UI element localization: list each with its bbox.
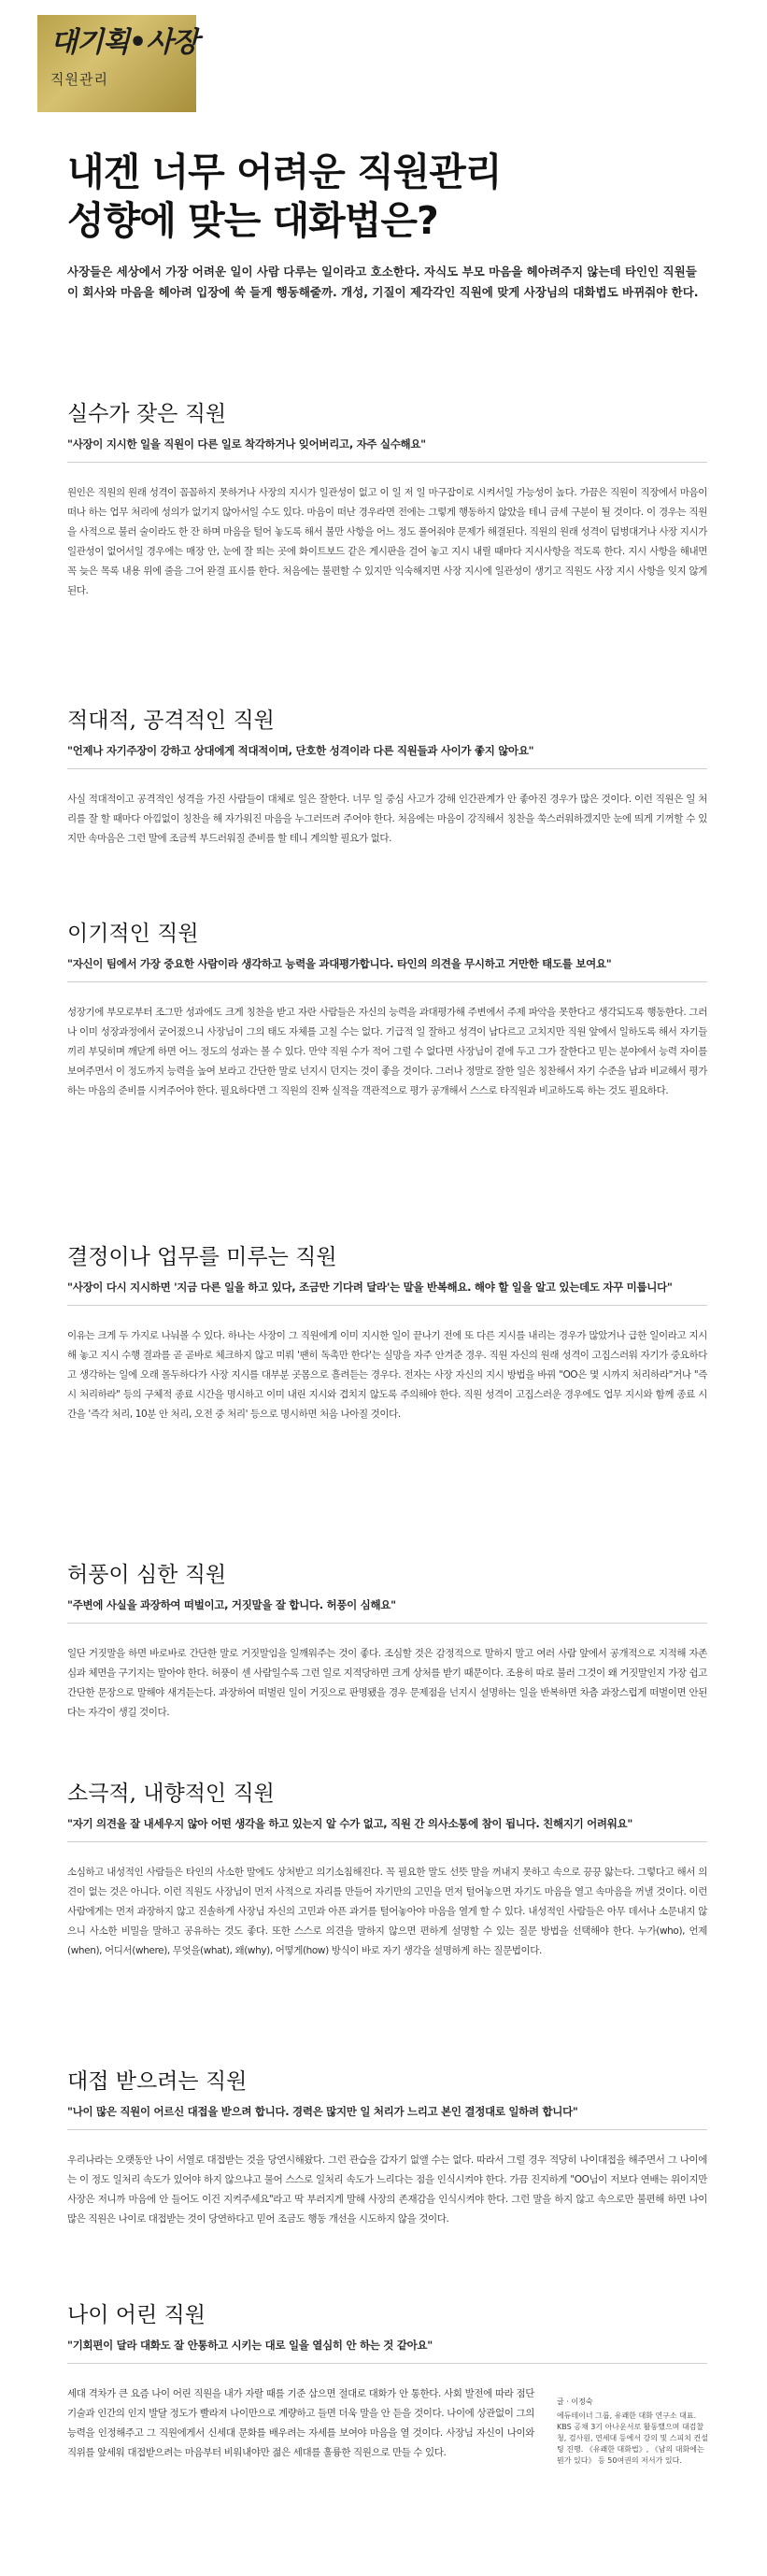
section-body: 일단 거짓말을 하면 바로바로 간단한 말로 거짓말임을 일깨워주는 것이 좋다. 조심할 것은 감정적으로 말하지 말고 여러 사람 앞에서 공개적으로 지적해 자존심과 체면을 구기지는 말아야 한다. 허풍이 센 사람일수록 그런 일로 지적당하면 크게 상처를 받기 때문이다. 조용히 따로 불러 그것이 왜 거짓말인지 가장 쉽고 간단한 문장으로 말해야 새겨듣는다. 과장하여 떠벌린 일이 거짓으로 판명됐을 경우 문제점을 넌지시 설명하는 일을 반복하면 차츰 과장스럽게 떠벌이면 안된다는 자각이 생길 것이다. [67, 1648, 707, 1718]
section-quote: "언제나 자기주장이 강하고 상대에게 적대적이며, 단호한 성격이라 다른 직원들과 사이가 좋지 않아요" [67, 742, 707, 769]
section-body: 세대 격차가 큰 요즘 나이 어린 직원을 내가 자랄 때를 기준 삼으면 절대로 대화가 안 통한다. 사회 발전에 따라 점단 기술과 인간의 인지 발달 정도가 빨라져 나이만으로 계량하고 들면 더욱 말을 안 듣을 것이다. 나이에 상관없이 그의 능력을 인정해주고 그 직원에게서 신세대 문화를 배우려는 자세를 보여야 마음을 열 것이다. 사장님 자신이 나이와 직위를 앞세워 대접받으려는 마음부터 비워내야만 젊은 세대를 훌륭한 직원으로 만들 수 있다. [67, 2388, 534, 2458]
article-title [67, 148, 721, 245]
section-introverted-employee [67, 1780, 707, 1961]
section-senior-employee [67, 2068, 707, 2229]
section-quote: "사장이 다시 지시하면 '지금 다른 일을 하고 있다, 조금만 기다려 달라'는 말을 반복해요. 해야 할 일을 알고 있는데도 자꾸 미룹니다" [67, 1279, 707, 1306]
section-body: 원인은 직원의 원래 성격이 꼼꼼하지 못하거나 사장의 지시가 일관성이 없고 이 일 저 일 마구잡이로 시켜서일 가능성이 높다. 가끔은 직원이 직장에서 마음이 떠나 하는 업무 처리에 성의가 없기지 않아서일 수도 있다. 마음이 떠난 경우라면 전에는 그렇게 행동하지 않았을 테니 금세 구분이 될 것이다. 이 경우는 직원을 사적으로 불러 술이라도 한 잔 하며 마음을 털어 놓도록 해서 불만 사항을 어느 정도 풀어줘야 문제가 해결된다. 직원의 원래 성격이 덤벙대거나 사장 지시가 일관성이 없어서일 경우에는 매장 안, 눈에 잘 띄는 곳에 화이트보드 같은 게시판을 걸어 놓고 지시 내릴 때마다 지시사항을 적도록 한다. 지시 사항을 해내면 꼭 늦은 목록 내용 위에 줄을 그어 완결 표시를 한다. 처음에는 불편할 수 있지만 익숙해지면 사장 지시에 일관성이 생기고 직원도 사장 지시 사항을 잊지 않게 된다. [67, 487, 707, 596]
section-selfish-employee [67, 920, 707, 1101]
article-title-line: 내겐 너무 어려운 직원관리 [67, 150, 502, 194]
author-name: 글 · 이정숙 [557, 2397, 593, 2406]
section-title: 허풍이 심한 직원 [67, 1563, 227, 1587]
section-title: 소극적, 내향적인 직원 [67, 1782, 275, 1806]
section-quote: "자기 의견을 잘 내세우지 않아 어떤 생각을 하고 있는지 알 수가 없고, 직원 간 의사소통에 참이 됩니다. 친해지기 어려워요" [67, 1815, 707, 1842]
section-title: 적대적, 공격적인 직원 [67, 708, 275, 733]
section-badge [37, 15, 199, 112]
author-credit [557, 2397, 711, 2467]
author-bio: 에듀테이너 그룹, 유쾌한 대화 연구소 대표. KBS 공채 3기 아나운서로 활동했으며 대검찰청, 검사원, 연세대 등에서 강의 및 스피치 컨설팅 진행. 《유쾌한 대화법》, 《남의 대화에는 뭔가 있다》 등 50여권의 저서가 있다. [557, 2411, 708, 2465]
section-careless-employee [67, 400, 707, 601]
section-quote: "나이 많은 직원이 어르신 대접을 받으려 합니다. 경력은 많지만 일 처리가 느리고 본인 결정대로 일하려 합니다" [67, 2103, 707, 2130]
section-body: 이유는 크게 두 가지로 나눠볼 수 있다. 하나는 사장이 그 직원에게 이미 지시한 일이 끝나기 전에 또 다른 지시를 내리는 경우가 많았거나 급한 일이라고 지시해 놓고 지시 수행 결과를 곧 곧바로 체크하지 않고 미뤄 '팬히 독촉만 한다'는 실망을 자주 안겨준 경우. 직원 자신의 원래 성격이 고집스러워 자기가 중요하다고 생각하는 일에 오래 몰두하다가 사장 지시를 대부분 곳몸으로 흘려듣는 경우다. 전자는 사장 자신의 지시 방법을 바꿔 "OO은 몇 시까지 처리하라"거나 "즉시 처리하라" 등의 구체적 종료 시간을 명시하고 이미 내린 지시와 겹치지 않도록 주의해야 한다. 직원 성격이 고집스러운 경우에도 업무 지시와 함께 종료 시간을 '즉각 처리, 10분 안 처리, 오전 중 처리' 등으로 명시하면 처음 나아질 것이다. [67, 1330, 707, 1420]
badge-subtitle: 직원관리 [50, 71, 108, 88]
section-hostile-employee [67, 707, 707, 849]
badge-title: 대기획•사장 [50, 26, 199, 59]
section-title: 결정이나 업무를 미루는 직원 [67, 1245, 337, 1269]
article-title-line: 성향에 맞는 대화법은? [67, 198, 438, 243]
section-title: 대접 받으려는 직원 [67, 2069, 248, 2094]
section-boastful-employee [67, 1561, 707, 1723]
section-title: 이기적인 직원 [67, 922, 199, 946]
section-quote: "주변에 사실을 과장하여 떠벌이고, 거짓말을 잘 합니다. 허풍이 심해요" [67, 1596, 707, 1624]
section-quote: "기회편이 달라 대화도 잘 안통하고 시키는 대로 일을 열심히 안 하는 것 같아요" [67, 2337, 707, 2364]
section-body: 우리나라는 오랫동안 나이 서열로 대접받는 것을 당연시해왔다. 그런 관습을 갑자기 없앨 수는 없다. 따라서 그럴 경우 적당히 나이대접을 해주면서 그 나이에는 이 정도 일처리 속도가 있어야 하지 않으냐고 물어 스스로 일처리 속도가 느리다는 점을 인식시켜야 한다. 가끔 진지하게 "OO님이 저보다 연배는 위이지만 사장은 저니까 마음에 안 들어도 이건 지켜주세요"라고 딱 부러지게 말해 사장의 존재감을 인식시켜야 한다. 그런 말을 하지 않고 속으로만 불편해 하면 나이 많은 직원은 나이로 대접받는 것이 당연하다고 믿어 조금도 행동 개선을 시도하지 않을 것이다. [67, 2154, 707, 2225]
section-body: 사실 적대적이고 공격적인 성격을 가진 사람들이 대체로 일은 잘한다. 너무 일 중심 사고가 강해 인간관계가 안 좋아진 경우가 많은 것이다. 이런 직원은 일 처리를 잘 할 때마다 아낌없이 칭찬을 해 자가워진 마음을 누그러뜨려 주어야 한다. 처음에는 마음이 강직해서 칭찬을 쑥스러워하겠지만 눈에 띄게 기꺼할 수 있지만 속마음은 그런 말에 조금씩 부드러워질 준비를 할 테니 계의할 필요가 없다. [67, 794, 707, 844]
section-quote: "사장이 지시한 일을 직원이 다른 일로 착각하거나 잊어버리고, 자주 실수해요" [67, 436, 707, 463]
section-title: 나이 어린 직원 [67, 2303, 206, 2327]
section-title: 실수가 잦은 직원 [67, 402, 227, 426]
section-quote: "자신이 팀에서 가장 중요한 사람이라 생각하고 능력을 과대평가합니다. 타인의 의견을 무시하고 거만한 태도를 보여요" [67, 955, 707, 982]
section-procrastinating-employee [67, 1243, 707, 1424]
article-lead: 사장들은 세상에서 가장 어려운 일이 사람 다루는 일이라고 호소한다. 자식도 부모 마음을 헤아려주지 않는데 타인인 직원들이 회사와 마음을 헤아려 입장에 쑥 들게 행동해줄까. 개성, 기질이 제각각인 직원에 맞게 사장님의 대화법도 바뀌줘야 한다. [67, 265, 699, 299]
section-body: 소심하고 내성적인 사람들은 타인의 사소한 말에도 상처받고 의기소침해진다. 꼭 필요한 말도 선뜻 말을 꺼내지 못하고 속으로 끙끙 앓는다. 그렇다고 해서 의견이 없는 것은 아니다. 이런 직원도 사장님이 먼저 사적으로 자리를 만들어 자기만의 고민을 먼저 털어놓으면 자기도 마음을 열고 속마음을 꺼낼 것이다. 이런 사람에게는 먼저 과장하지 않고 진솔하게 사장님 자신의 고민과 아픈 과거를 털어놓아야 마음을 열게 할 수 있다. 내성적인 사람들은 아무 데서나 소문내지 않으니 사소한 비밀을 말하고 공유하는 것도 좋다. 또한 스스로 의견을 말하지 않으면 편하게 설명할 수 있는 질문 방법을 선택해야 한다. 누가(who), 언제(when), 어디서(where), 무엇을(what), 왜(why), 어떻게(how) 방식이 바로 자기 생각을 설명하게 하는 질문법이다. [67, 1867, 707, 1956]
section-body: 성장기에 부모로부터 조그만 성과에도 크게 칭찬을 받고 자란 사람들은 자신의 능력을 과대평가해 주변에서 주제 파악을 못한다고 생각되도록 행동한다. 그러나 이미 성장과정에서 굳어졌으니 사장님이 그의 태도 자체를 고칠 수는 없다. 기급적 일 잘하고 성격이 남다르고 고치지만 직원 앞에서 일하도록 해서 자기들끼리 부딪히며 깨닫게 하면 어느 정도의 성과는 볼 수 있다. 만약 직원 수가 적어 그럴 수 없다면 사장님이 곁에 두고 그가 잘한다고 믿는 분야에서 능력 자이를 보여주면서 이 정도까지 능력을 높여 보라고 간단한 말로 넌지시 던지는 것이 좋을 것이다. 그러나 정말로 잘한 일은 칭찬해서 자기 수준을 남과 비교해서 평가하는 마음의 준비를 시켜주어야 한다. 필요하다면 그 직원의 진짜 실적을 객관적으로 평가 공개해서 스스로 타직원과 비교하도록 하는 것도 필요하다. [67, 1007, 707, 1096]
